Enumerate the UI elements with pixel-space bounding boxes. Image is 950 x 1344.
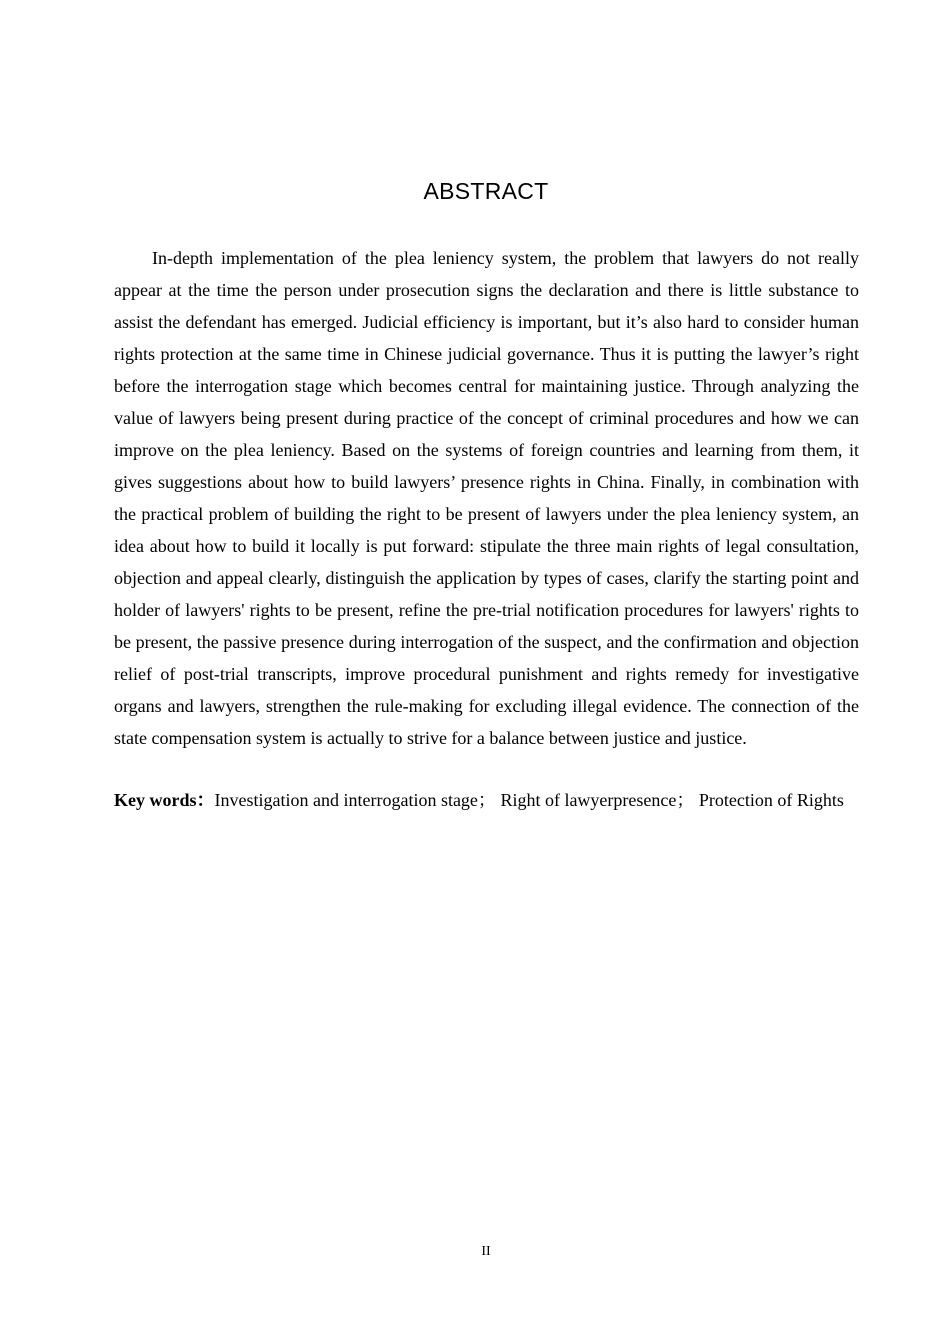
- page-number: II: [481, 1244, 491, 1259]
- keyword-1: Investigation and interrogation stage；: [214, 790, 496, 810]
- keyword-3: Protection of Rights: [698, 790, 844, 810]
- abstract-title: ABSTRACT: [423, 178, 549, 204]
- keywords-line: [114, 785, 859, 816]
- keywords-label: Key words：: [114, 790, 215, 810]
- keyword-2: Right of lawyerpresence；: [500, 790, 695, 810]
- abstract-body-paragraph: In-depth implementation of the plea leniency system, the problem that lawyers do not really appear at the time the person under prosecution signs the declaration and there is little substance to assist the defendant has emerged. Judicial efficiency is important, but it’s also hard to consider human rights protection at the same time in Chinese judicial governance. Thus it is putting the lawyer’s right before the interrogation stage which becomes central for maintaining justice. Through analyzing the value of lawyers being present during practice of the concept of criminal procedures and how we can improve on the plea leniency. Based on the systems of foreign countries and learning from them, it gives suggestions about how to build lawyers’ presence rights in China. Finally, in combination with the practical problem of building the right to be present of lawyers under the plea leniency system, an idea about how to build it locally is put forward: stipulate the three main rights of legal consultation, objection and appeal clearly, distinguish the application by types of cases, clarify the starting point and holder of lawyers' rights to be present, refine the pre-trial notification procedures for lawyers' rights to be present, the passive presence during interrogation of the suspect, and the confirmation and objection relief of post-trial transcripts, improve procedural punishment and rights remedy for investigative organs and lawyers, strengthen the rule-making for excluding illegal evidence. The connection of the state compensation system is actually to strive for a balance between justice and justice.: [114, 248, 859, 748]
